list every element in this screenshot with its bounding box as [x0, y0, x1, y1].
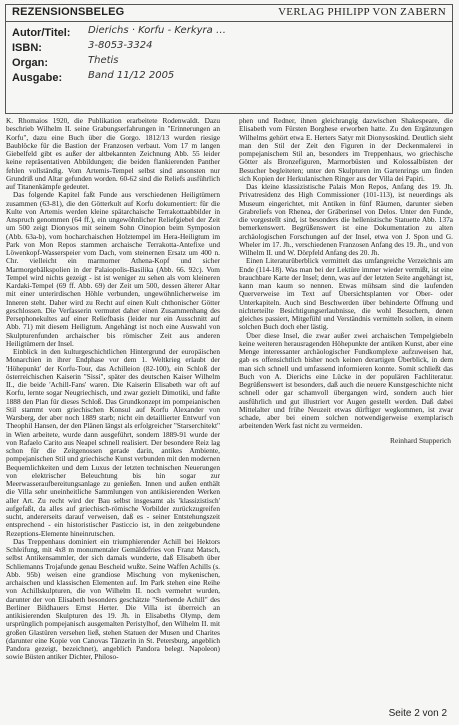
- field-value-handwritten: Thetis: [88, 55, 119, 66]
- field-label: ISBN:: [12, 42, 42, 54]
- paragraph: K. Rhomaios 1920, die Publikation erarbeitete Rodenwaldt. Dazu beschrieb Wilhelm II. seine Grabungserfahrungen in "Erinnerungen an Korfu", dazu eine Buch über die Gorgo. 1812/13 wurden riesige Baublöcke für die Bastion der Franzosen verbaut. Vom 17 m langen Giebelfeld gibt es außer der altbekannten Zeichnung Abb. 55 leider keine repräsentativen Abbildungen; die beiden flankierenden Panther fehlen vollständig. Vom Artemis-Tempel selbst sind ansonsten nur Grundriß und Altar gefunden worden. 60-62 sind die Reliefs ausführlich auf Titanenkämpfe gedeutet.: [6, 117, 220, 191]
- review-header-box: [5, 4, 453, 114]
- field-label: Ausgabe:: [12, 72, 63, 84]
- right-text-column: [239, 117, 453, 707]
- field-value-handwritten: Band 11/12 2005: [88, 70, 175, 81]
- metadata-fields: [12, 27, 292, 87]
- field-isbn: [12, 42, 292, 57]
- paragraph: Das kleine klassizistische Palais Mon Repos, Anfang des 19. Jh. Privatresidenz des High Commissioner (101-113), ist neuerdings als Museum eingerichtet, mit Antiken in fünf Räumen, darunter sieben Grabreliefs von Rhenea, der Gräberinsel von Delos. Unter den Funde, die vorgestellt sind, ist besonders die hellenistische Statuette Abb. 137a bemerkenswert. Begrüßenswert ist eine Dokumentation zu alten archäologischen Forschungen auf der Insel, etwa von J. Spon und G. Wheler im 17. Jh., verschiedenen Franzosen Anfang des 19. Jh., und von Wilhelm II. und W. Dörpfeld Anfang des 20. Jh.: [239, 182, 453, 257]
- paragraph: Einen Literaturüberblick vermittelt das umfangreiche Verzeichnis am Ende (114-18). Was man bei der Lektüre immer wieder vermißt, ist eine brauchbare Karte der Insel; denn, was auf der letzten Seite angehängt ist, kann man kaum so nennen. Etwas mühsam sind die laufenden Querverweise im Text auf Übersichtsplanten vor Ober- oder Unterkapiteln. Auch sind Beschwerden über behinderte Öffnung und nichterteilte Besichtigungserlaubnisse, die wohl Besuchern, denen gleiches passiert, Mitgefühl und Verständnis vermitteln sollen, in einem solchen Buch doch eher lästig.: [239, 256, 453, 332]
- paragraph: Über diese Insel, die zwar außer zwei archaischen Tempelgiebeln keine weiteren herausragenden Höhepunkte der antiken Kunst, aber eine Menge interessanter archäologischer Fundkomplexe aufzuweisen hat, gab es offensichtlich bisher noch keinen derartigen Überblick, in dem man sich schnell und umfassend informieren konnte. Somit schließt das Buch von A. Dierichs eine Lücke in der populären Fachliteratur. Begrüßenswert ist besonders, daß auch die neuere Kunstgeschichte nicht schnell oder gar schamvoll übergangen wird, sondern auch hier ausführlich und gut illustriert vor Augen gestellt werden. Daß dabei Mittelalter und frühe Neuzeit etwas dürftiger wegkommen, ist zwar schade, aber bei einem solchen notwendigerweise exemplarisch arbeitenden Werk fast nicht zu vermeiden.: [239, 330, 453, 431]
- page-number: Seite 2 von 2: [388, 708, 447, 719]
- header-divider: [6, 21, 452, 22]
- paragraph: Das folgende Kapitel faßt Funde aus verschiedenen Heiligtümern zusammen (63-81), die den Götterkult auf Korfu dokumentiert: für die Kulte von Artemis werden kleine spätarchaische Terrakottaabbilder in Anspruch genommen (64 ff.), ein ungewöhnlicher Reliefgiebel der Zeit um 500 zeigt Dionysos mit seinem Sohn Oinopion beim Symposion (Abb. 63a-b), vom hocharchaischen Holztempel im Hera-Heiligtum im Park von Mon Repos stammen archaische Terrakotta-Antefixe und Löwenkopf-Wasserspeier vom Dach, vom steinernen Ersatz um 400 n. Chr. vielleicht ein marmorner Athena-Kopf und sicher Marmorgebälkspolien in der Palaiopolis-Basilika (Abb. 66. 92c). Vom Tempel wird nichts gezeigt - ist ist weniger zu sehen als vom kleineren Kardaki-Tempel (69 ff. Abb. 69) der Zeit um 500, dessen älterer Altar mit einer unterirdischen Höhle verbunden, ungewöhnlicherweise im Inneren steht. Daher wird zu Recht auf einen Kult chthonischer Götter geschlossen. Die Verfasserin vermutet daher einen Zusammenhang des Persephonekultes auf einer Reliefbasis (leider nur ein Ausschnitt auf Abb. 71) mit diesem Heiligtum. Angehängt ist noch eine Auswahl von Skulpturenfunden archaischer bis römischer Zeit aus anderen Heiligtümern der Insel.: [6, 190, 220, 348]
- field-value-handwritten: Dierichs · Korfu - Kerkyra …: [88, 25, 226, 36]
- field-label: Autor/Titel:: [12, 27, 71, 39]
- paragraph: Das Treppenhaus dominiert ein triumphierender Achill bei Hektors Schleifung, mit 4x8 m monumentaler Gemäldefries von Franz Matsch, selbst Antikensammler, der sich damals wunderte, daß Elisabeth über Schliemanns Trojafunde genau Bescheid wußte. Seine Waffen Achills (s. Abb. 95b) weisen eine grandiose Mischung von mykenischen, archaischen und klassischen Elementen auf. Im Park stehen eine Reihe von Achillskulpturen, die von Wilhelm II. noch vermehrt wurden, darunter der von Elisabeth besonders geschätzte "Sterbende Achill" des Berliner Bildhauers Ernst Herter. Die Villa ist überreich an antikisierenden Skulpturen des 19. Jh. in Elisabeths Olymp, dem ursprünglich pompejanisch ausgemalten Peristylhof, den Wilhelm II. mit großen Glastüren versehen ließ, stehen Statuen der Musen und Charites (darunter eine Kopie von Canovas Tänzerin in St. Petersburg, angeblich Pandora gezeigt, bezeichnet), angeblich Pandora belegt. Napoleon) sowie Büsten antiker Dichter, Philoso-: [6, 536, 220, 662]
- field-value-handwritten: 3-8053-3324: [88, 40, 153, 51]
- field-label: Organ:: [12, 57, 49, 69]
- publisher-name: VERLAG PHILIPP VON ZABERN: [278, 6, 446, 18]
- reviewer-signature: Reinhard Stupperich: [390, 435, 451, 445]
- paragraph: phen und Redner, ihnen gleichrangig dazwischen Shakespeare, die Elisabeth vom Fürsten Borghese erworben hatte. Zu den Ergänzungen Wilhelms gehört etwa E. Herters Satyr mit Dionysoskind. Deutlich sieht man den Stil der Zeit den Figuren in der Deckenmalerei in pompejanischem Stil an, besonders im Treppenhaus, wo griechische Götter als Bronzefiguren, Marmorbüsten und Kolossalbüsten der Besucher begleiteten; unter den Skulpturen im Gartenrings um finden sich Kopien der Herkulanischen Ringer aus der Villa dei Papiri.: [239, 117, 453, 183]
- paragraph: Einblick in den kulturgeschichtlichen Hintergrund der europäischen Monarchien in ihrer Endphase vor dem 1. Weltkrieg erlaubt der 'Höhepunkt' der Korfu-Tour, das Achilleion (82-100), ein Schloß der österreichischen Kaiserin "Sissi", später des deutschen Kaiser Wilhelm II., die beide 'Achill-Fans' waren. Die Kaiserin Elisabeth war oft auf Korfu, lernte sogar Neugriechisch, und zwar gezielt Dimotiki, und faßte 1888 den Plan für dieses Schloß. Das Grundkonzept im pompeianischen Stil stammt vom griechischen Konsul auf Korfu Alexander von Warsberg, der aber noch 1889 starb; nicht ein detaillierter Entwurf von Theophil Hansen, der den Plänen längst als erfolgreicher "Starserchitekt" in Wien arbeitete, wurde dann ausgeführt, sondern 1889-91 wurde der von Rafaelo Carito aus Neapel schnell realisiert. Der besondere Reiz lag schon für die Zeitgenossen gerade darin, antikes Ambiente, pompejanischen Stil und griechische Kunst verbunden mit den modernen Bequemlichkeiten und dem Luxus der letzten technischen Neuerungen von elektrischer Beleuchtung bis hin sogar zur Meerwasseraufbereitungsanlage zu genießen. Innen und außen enthält die Villa sehr uneinheitliche Sammlungen von antikisierenden Werken aller Art. Zu recht wird der Bau selbst insgesamt als 'klassizistisch' aufgefaßt, da alles auf griechisch-römische Vorbilder zurückzugreifen sucht, andererseits darauf verweisen, daß es - seiner Entstehungszeit entsprechend - ein historistischer Pasticcio ist, in den zeitgebundene Rezeptions-Elemente hineinrutschen.: [6, 347, 220, 538]
- left-text-column: [6, 117, 220, 707]
- document-type-label: REZENSIONSBELEG: [12, 6, 125, 18]
- field-issue: [12, 72, 292, 87]
